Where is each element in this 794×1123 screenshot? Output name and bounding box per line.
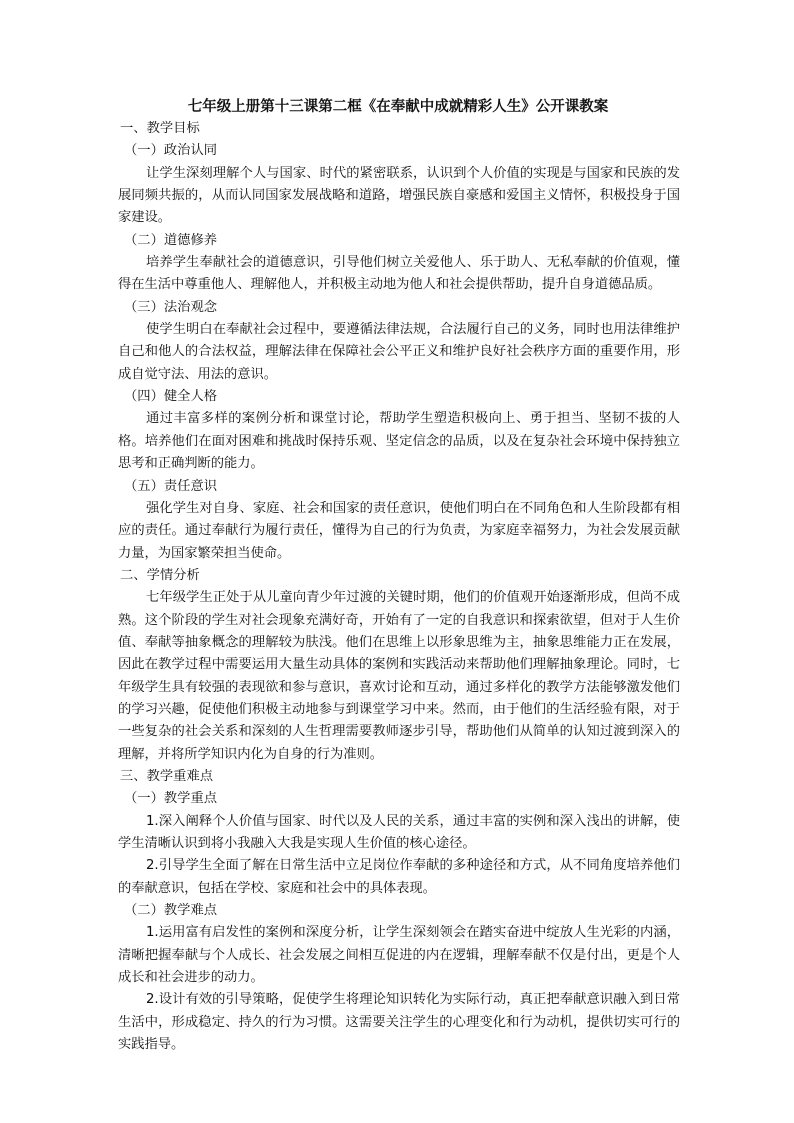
subsection-heading: （一）教学重点 — [124, 791, 218, 807]
paragraph: 让学生深刻理解个人与国家、时代的紧密联系，认识到个人价值的实现是与国家和民族的发展同频共振的，从而认同国家发展战略和道路，增强民族自豪感和爱国主义情怀，积极投身于国家建设。 — [118, 165, 680, 226]
subsection-heading: （一）政治认同 — [124, 143, 218, 159]
document-title: 七年级上册第十三课第二框《在奉献中成就精彩人生》公开课教案 — [187, 99, 609, 115]
section-heading: 二、学情分析 — [120, 567, 200, 583]
paragraph: 通过丰富多样的案例分析和课堂讨论，帮助学生塑造积极向上、勇于担当、坚韧不拔的人格。培养他们在面对困难和挑战时保持乐观、坚定信念的品质，以及在复杂社会环境中保持独立思考和正确判断的能力。 — [118, 411, 680, 472]
paragraph: 2.引导学生全面了解在日常生活中立足岗位作奉献的多种途径和方式，从不同角度培养他们的奉献意识，包括在学校、家庭和社会中的具体表现。 — [118, 858, 680, 896]
paragraph: 使学生明白在奉献社会过程中，要遵循法律法规，合法履行自己的义务，同时也用法律维护自己和他人的合法权益，理解法律在保障社会公平正义和维护良好社会秩序方面的重要作用，形成自觉守法、用法的意识。 — [118, 322, 680, 382]
subsection-heading: （四）健全人格 — [124, 389, 218, 405]
paragraph: 强化学生对自身、家庭、社会和国家的责任意识，使他们明白在不同角色和人生阶段都有相应的责任。通过奉献行为履行责任，懂得为自己的行为负责，为家庭幸福努力，为社会发展贡献力量，为国家繁荣担当使命。 — [118, 500, 680, 561]
document-body — [118, 118, 680, 1056]
paragraph: 1.深入阐释个人价值与国家、时代以及人民的关系，通过丰富的实例和深入浅出的讲解，使学生清晰认识到将小我融入大我是实现人生价值的核心途径。 — [118, 813, 680, 851]
subsection-heading: （五）责任意识 — [124, 478, 218, 494]
subsection-heading: （三）法治观念 — [124, 299, 218, 315]
section-heading: 三、教学重难点 — [120, 768, 214, 784]
paragraph: 2.设计有效的引导策略，促使学生将理论知识转化为实际行动，真正把奉献意识融入到日常生活中，形成稳定、持久的行为习惯。这需要关注学生的心理变化和行为动机，提供切实可行的实践指导。 — [118, 992, 680, 1053]
paragraph: 1.运用富有启发性的案例和深度分析，让学生深刻领会在踏实奋进中绽放人生光彩的内涵，清晰把握奉献与个人成长、社会发展之间相互促进的内在逻辑，理解奉献不仅是付出，更是个人成长和社会进步的动力。 — [118, 925, 680, 986]
subsection-heading: （二）道德修养 — [124, 232, 218, 248]
section-heading: 一、教学目标 — [120, 121, 200, 136]
paragraph: 培养学生奉献社会的道德意识，引导他们树立关爱他人、乐于助人、无私奉献的价值观，懂得在生活中尊重他人、理解他人，并积极主动地为他人和社会提供帮助，提升自身道德品质。 — [118, 255, 680, 293]
subsection-heading: （二）教学难点 — [124, 903, 218, 919]
paragraph: 七年级学生正处于从儿童向青少年过渡的关键时期，他们的价值观开始逐渐形成，但尚不成熟。这个阶段的学生对社会现象充满好奇，开始有了一定的自我意识和探索欲望，但对于人生价值、奉献等抽象概念的理解较为肤浅。他们在思维上以形象思维为主，抽象思维能力正在发展，因此在教学过程中需要运用大量生动具体的案例和实践活动来帮助他们理解抽象理论。同时，七年级学生具有较强的表现欲和参与意识，喜欢讨论和互动，通过多样化的教学方法能够激发他们的学习兴趣，促使他们积极主动地参与到课堂学习中来。然而，由于他们的生活经验有限，对于一些复杂的社会关系和深刻的人生哲理需要教师逐步引导，帮助他们从简单的认知过渡到深入的理解，并将所学知识内化为自身的行为准则。 — [118, 590, 680, 762]
